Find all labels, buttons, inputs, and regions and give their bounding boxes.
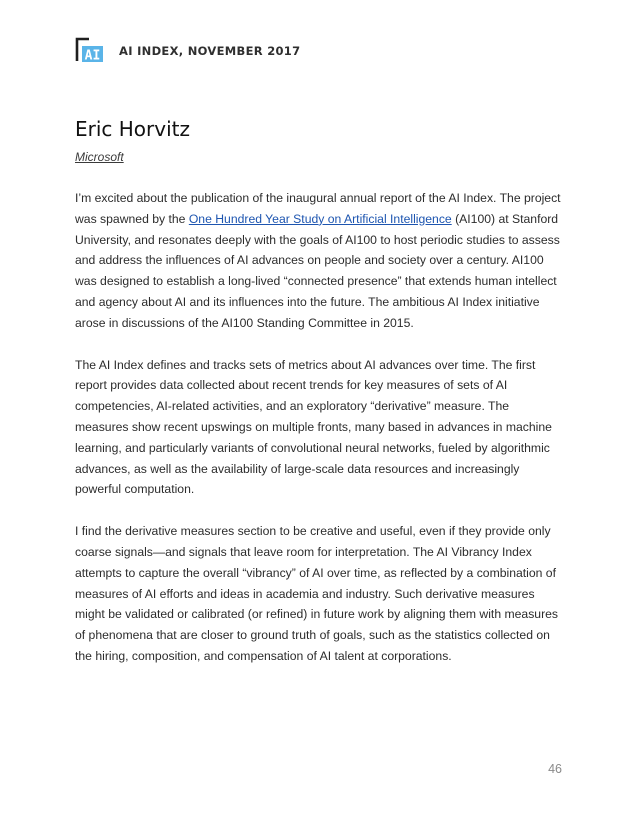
ai-index-logo	[75, 37, 103, 63]
logo-text: AI	[84, 48, 101, 63]
report-title: AI INDEX, NOVEMBER 2017	[119, 44, 301, 58]
page-header	[75, 37, 300, 63]
author-affiliation: Microsoft	[75, 150, 124, 164]
essay-body	[75, 188, 565, 688]
ai-index-logo-icon	[75, 37, 103, 63]
paragraph-3: I find the derivative measures section to be creative and useful, even if they provide only coarse signals—and signals that leave room for interpretation. The AI Vibrancy Index attempts to capture the overall “vibrancy” of AI over time, as reflected by a combination of measures of AI efforts and ideas in academia and industry. Such derivative measures might be validated or calibrated (or refined) in future work by aligning them with measures of phenomena that are closer to ground truth of goals, such as the statistics collected on the hiring, composition, and compensation of AI talent at corporations.	[75, 524, 558, 663]
author-name: Eric Horvitz	[75, 117, 190, 141]
paragraph-1	[75, 188, 565, 334]
paragraph-1-rest: (AI100) at Stanford University, and resonates deeply with the goals of AI100 to host periodic studies to assess and address the influences of AI advances on people and society over a century. AI100 was designed to establish a long-lived “connected presence” that extends human intellect and agency about AI and its influences into the future. The ambitious AI Index initiative arose in discussions of the AI100 Standing Committee in 2015.	[75, 211, 560, 330]
paragraph-1-intro: I’m excited about the publication of the inaugural annual report of the AI Index. The project was spawned by the	[75, 191, 561, 226]
page-number: 46	[548, 762, 562, 776]
paragraph-2: The AI Index defines and tracks sets of metrics about AI advances over time. The first report provides data collected about recent trends for key measures of sets of AI competencies, AI-related activities, and an exploratory “derivative” measure. The measures show recent upswings on multiple fronts, many based in advances in machine learning, and particularly variants of convolutional neural networks, fueled by algorithmic advances, as well as the availability of large-scale data resources and increasingly powerful computation.	[75, 357, 552, 497]
ai100-study-link[interactable]: One Hundred Year Study on Artificial Intelligence	[188, 211, 452, 226]
